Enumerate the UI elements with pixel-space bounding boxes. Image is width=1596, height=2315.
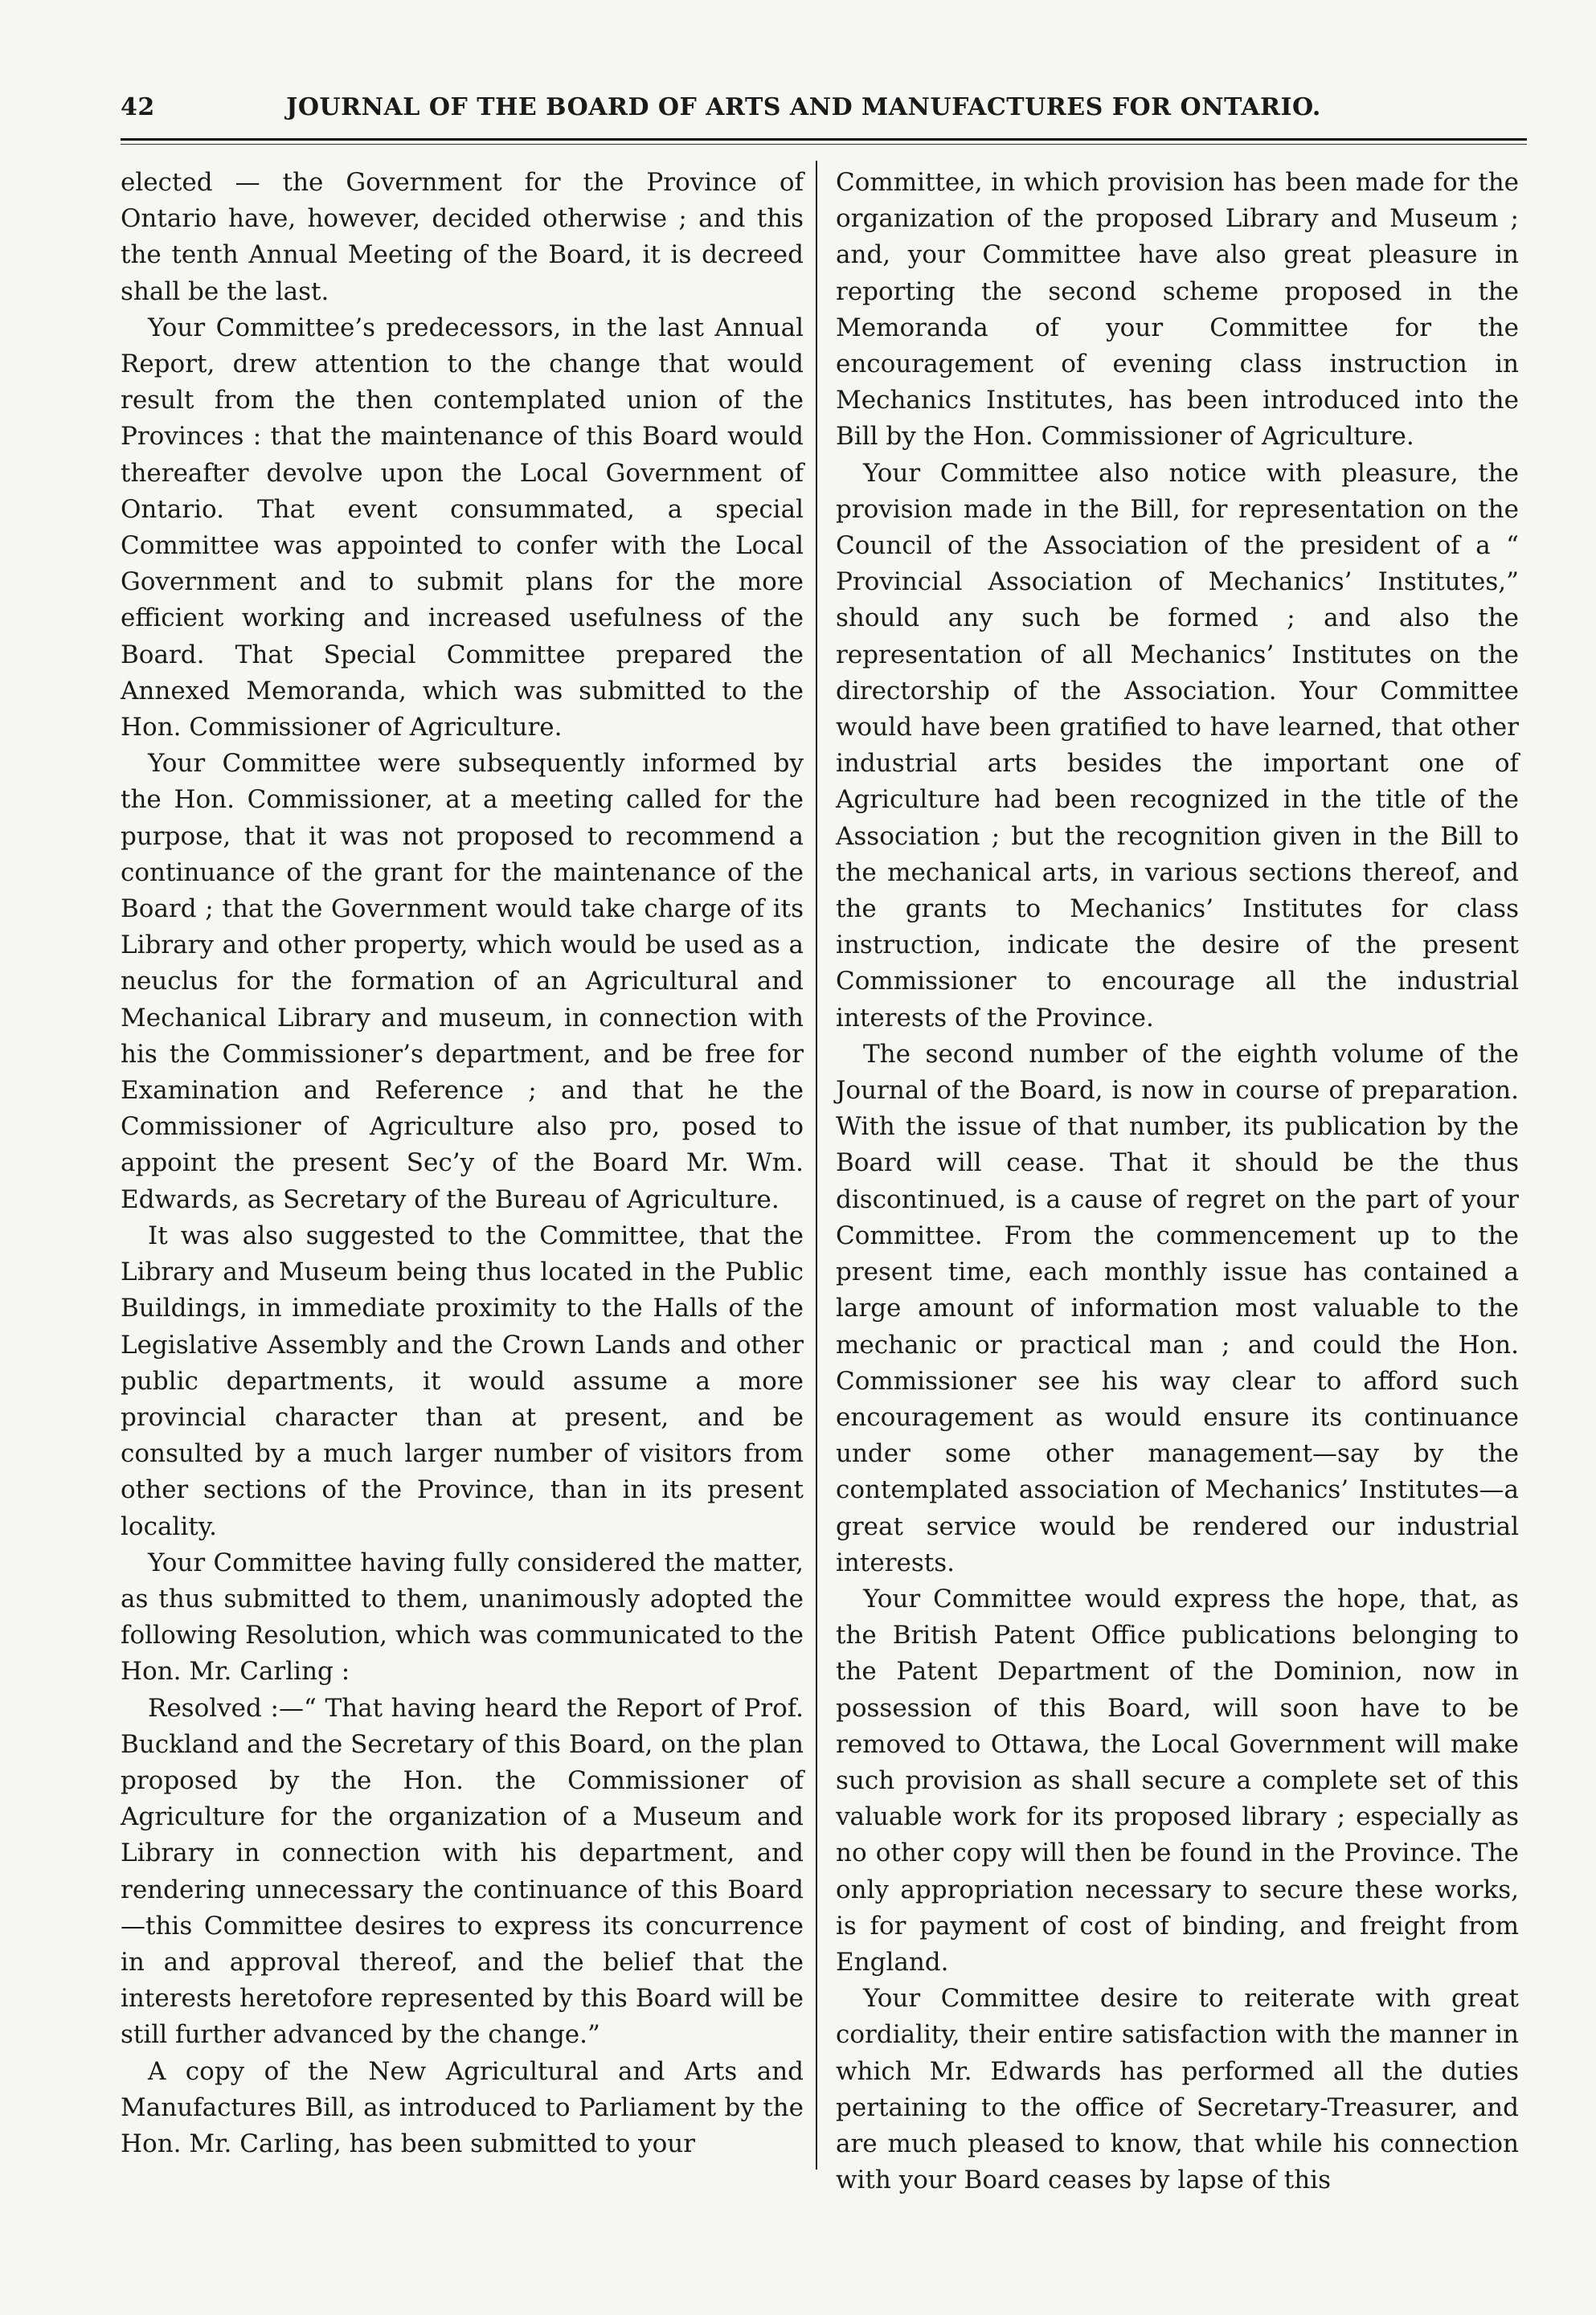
- page-header: [121, 83, 1487, 131]
- page-number: 42: [121, 92, 155, 121]
- paragraph: It was also suggested to the Committee, that the Library and Museum being thus located in the Public Buildings, in immediate proximity to the Halls of the Legislative Assembly and the Crown Lands and other public departments, it would assume a more provincial character than at present, and be consulted by a much larger number of visitors from other sections of the Province, than in its present locality.: [121, 1221, 804, 1541]
- resolution-paragraph: Resolved :—“ That having heard the Report of Prof. Buckland and the Secretary of this Board, on the plan proposed by the Hon. the Commissioner of Agriculture for the organization of a Museum and Library in connection with his department, and rendering unnecessary the continuance of this Board—this Committee desires to express its concurrence in and approval thereof, and the belief that the interests heretofore represented by this Board will be still further advanced by the change.”: [121, 1693, 804, 2050]
- paragraph: The second number of the eighth volume of the Journal of the Board, is now in course of preparation. With the issue of that number, its publication by the Board will cease. That it should be the thus discontinued, is a cause of regret on the part of your Committee. From the commencement up to the present time, each monthly issue has contained a large amount of information most valuable to the mechanic or practical man ; and could the Hon. Commissioner see his way clear to afford such encouragement as would ensure its continuance under some other management—say by the contemplated association of Mechanics’ Institutes—a great service would be rendered our industrial interests.: [836, 1039, 1519, 1577]
- paragraph: Your Committee desire to reiterate with great cordiality, their entire satisfaction with the manner in which Mr. Edwards has performed all the duties pertaining to the office of Secretary-Treasurer, and are much pleased to know, that while his connection with your Board ceases by lapse of this: [836, 1984, 1519, 2195]
- paragraph: Your Committee’s predecessors, in the last Annual Report, drew attention to the change that would result from the then contemplated union of the Provinces : that the maintenance of this Board would thereafter devolve upon the Local Government of Ontario. That event consummated, a special Committee was appointed to confer with the Local Government and to submit plans for the more efficient working and increased usefulness of the Board. That Special Committee prepared the Annexed Memoranda, which was submitted to the Hon. Commissioner of Agriculture.: [121, 313, 804, 742]
- paragraph: Your Committee were subsequently informed by the Hon. Commissioner, at a meeting called for the purpose, that it was not proposed to recommend a continuance of the grant for the maintenance of the Board ; that the Government would take charge of its Library and other property, which would be used as a neuclus for the formation of an Agricultural and Mechanical Library and museum, in connection with his the Commissioner’s department, and be free for Examination and Reference ; and that he the Commissioner of Agriculture also pro, posed to appoint the present Sec’y of the Board Mr. Wm. Edwards, as Secretary of the Bureau of Agriculture.: [121, 749, 804, 1214]
- paragraph: A copy of the New Agricultural and Arts and Manufactures Bill, as introduced to Parliament by the Hon. Mr. Carling, has been submitted to your: [121, 2056, 804, 2158]
- left-column: [121, 165, 804, 2162]
- paragraph: elected — the Government for the Province of Ontario have, however, decided otherwise ; and this the tenth Annual Meeting of the Board, it is decreed shall be the last.: [121, 168, 804, 306]
- running-title: JOURNAL OF THE BOARD OF ARTS AND MANUFACTURES FOR ONTARIO.: [286, 92, 1321, 121]
- paragraph: Your Committee also notice with pleasure, the provision made in the Bill, for representation on the Council of the Association of the president of a “ Provincial Association of Mechanics’ Institutes,” should any such be formed ; and also the representation of all Mechanics’ Institutes on the directorship of the Association. Your Committee would have been gratified to have learned, that other industrial arts besides the important one of Agriculture had been recognized in the title of the Association ; but the recognition given in the Bill to the mechanical arts, in various sections thereof, and the grants to Mechanics’ Institutes for class instruction, indicate the desire of the present Commissioner to encourage all the industrial interests of the Province.: [836, 458, 1519, 1033]
- column-divider: [816, 161, 817, 2170]
- right-column: [836, 165, 1519, 2198]
- header-rule-thick: [121, 138, 1527, 141]
- header-rule-thin: [121, 144, 1527, 145]
- paragraph: Your Committee would express the hope, that, as the British Patent Office publications belonging to the Patent Department of the Dominion, now in possession of this Board, will soon have to be removed to Ottawa, the Local Government will make such provision as shall secure a complete set of this valuable work for its proposed library ; especially as no other copy will then be found in the Province. The only appropriation necessary to secure these works, is for payment of cost of binding, and freight from England.: [836, 1584, 1519, 1977]
- paragraph: Your Committee having fully considered the matter, as thus submitted to them, unanimously adopted the following Resolution, which was communicated to the Hon. Mr. Carling :: [121, 1548, 804, 1687]
- paragraph: Committee, in which provision has been made for the organization of the proposed Library and Museum ; and, your Committee have also great pleasure in reporting the second scheme proposed in the Memoranda of your Committee for the encouragement of evening class instruction in Mechanics Institutes, has been introduced into the Bill by the Hon. Commissioner of Agriculture.: [836, 168, 1519, 452]
